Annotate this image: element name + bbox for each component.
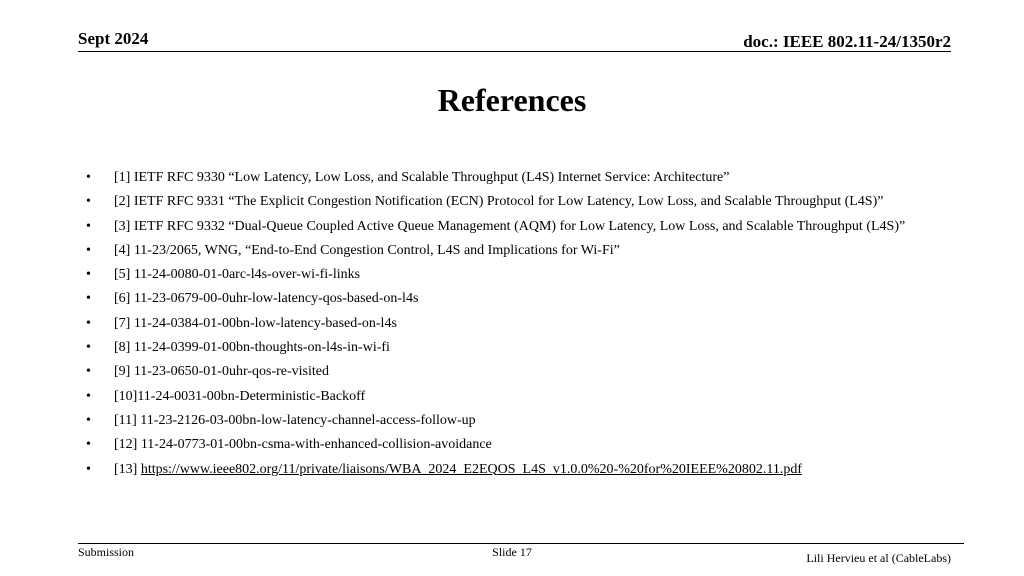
- bullet-icon: •: [86, 412, 91, 428]
- reference-item: [86, 291, 954, 307]
- bullet-icon: •: [86, 340, 91, 356]
- bullet-icon: •: [86, 388, 91, 404]
- reference-item: [86, 170, 954, 186]
- reference-text: [2] IETF RFC 9331 “The Explicit Congestion Notification (ECN) Protocol for Low Latency, Low Loss, and Scalable Throughput (L4S)”: [114, 194, 884, 210]
- reference-prefix: [13]: [114, 461, 141, 477]
- page-title: References: [437, 82, 587, 118]
- reference-text: [9] 11-23-0650-01-0uhr-qos-re-visited: [114, 364, 329, 380]
- reference-text: [4] 11-23/2065, WNG, “End-to-End Congestion Control, L4S and Implications for Wi-Fi”: [114, 242, 620, 258]
- reference-text: [11] 11-23-2126-03-00bn-low-latency-channel-access-follow-up: [114, 412, 476, 428]
- footer-author: Lili Hervieu et al (CableLabs): [806, 551, 951, 565]
- bullet-icon: •: [86, 364, 91, 380]
- bullet-icon: •: [86, 194, 91, 210]
- reference-item: [86, 364, 954, 380]
- bullet-icon: •: [86, 437, 91, 453]
- reference-text: [10]11-24-0031-00bn-Deterministic-Backoff: [114, 388, 366, 404]
- reference-item: [86, 243, 954, 259]
- footer-slide-number: Slide 17: [492, 545, 532, 559]
- reference-text: [5] 11-24-0080-01-0arc-l4s-over-wi-fi-links: [114, 267, 361, 283]
- reference-text: [3] IETF RFC 9332 “Dual-Queue Coupled Active Queue Management (AQM) for Low Latency, Low Loss, and Scalable Throughput (L4S)”: [114, 218, 906, 234]
- bullet-icon: •: [86, 291, 91, 307]
- header-date: Sept 2024: [78, 29, 149, 48]
- reference-item: [86, 316, 954, 332]
- reference-text: [7] 11-24-0384-01-00bn-low-latency-based-on-l4s: [114, 315, 397, 331]
- reference-text: [6] 11-23-0679-00-0uhr-low-latency-qos-based-on-l4s: [114, 291, 419, 307]
- reference-list: [86, 170, 954, 486]
- footer-submission: Submission: [78, 545, 135, 559]
- footer-divider: [78, 543, 964, 544]
- bullet-icon: •: [86, 170, 91, 185]
- header-divider: [78, 51, 951, 52]
- reference-text: [12] 11-24-0773-01-00bn-csma-with-enhanced-collision-avoidance: [114, 437, 492, 453]
- reference-text: [8] 11-24-0399-01-00bn-thoughts-on-l4s-in-wi-fi: [114, 340, 390, 356]
- reference-item: [86, 267, 954, 283]
- header-doc-id: doc.: IEEE 802.11-24/1350r2: [743, 32, 951, 51]
- reference-item: [86, 194, 954, 210]
- reference-text: [1] IETF RFC 9330 “Low Latency, Low Loss, and Scalable Throughput (L4S) Internet Service: Architecture”: [114, 170, 730, 185]
- bullet-icon: •: [86, 242, 91, 258]
- reference-item: [86, 437, 954, 453]
- bullet-icon: •: [86, 267, 91, 283]
- reference-link[interactable]: https://www.ieee802.org/11/private/liaisons/WBA_2024_E2EQOS_L4S_v1.0.0%20-%20for%20IEEE%20802.11.pdf: [140, 461, 802, 477]
- reference-item: [86, 219, 954, 235]
- reference-item: [86, 389, 954, 405]
- reference-item: [86, 462, 954, 478]
- reference-item: [86, 413, 954, 429]
- bullet-icon: •: [86, 218, 91, 234]
- bullet-icon: •: [86, 461, 91, 477]
- bullet-icon: •: [86, 315, 91, 331]
- reference-item: [86, 340, 954, 356]
